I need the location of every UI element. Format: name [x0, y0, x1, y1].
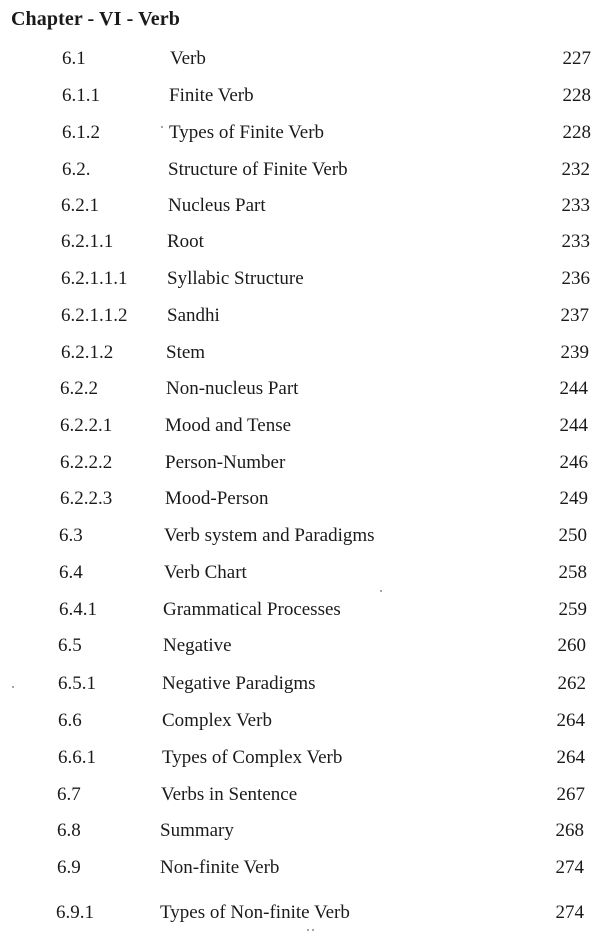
section-number: 6.2.1: [61, 195, 99, 216]
scan-speck: [161, 126, 163, 128]
page-number: 233: [561, 195, 590, 216]
scan-speck: [312, 929, 314, 931]
toc-row: [0, 411, 600, 441]
section-title: Summary: [160, 820, 234, 841]
toc-row: [0, 521, 600, 551]
toc-row: [0, 669, 600, 699]
page-number: 268: [555, 820, 584, 841]
page-number: 264: [556, 710, 585, 731]
page-number: 249: [559, 488, 588, 509]
section-title: Negative: [163, 635, 232, 656]
section-number: 6.6: [58, 710, 82, 731]
section-number: 6.2.1.1.2: [61, 305, 128, 326]
page-number: 274: [555, 857, 584, 878]
section-number: 6.7: [57, 784, 81, 805]
page-number: 244: [559, 378, 588, 399]
section-number: 6.2.1.1.1: [61, 268, 128, 289]
section-number: 6.5: [58, 635, 82, 656]
section-title: Sandhi: [167, 305, 220, 326]
toc-row: [0, 227, 600, 257]
section-number: 6.2.2.1: [60, 415, 113, 436]
section-title: Stem: [166, 342, 206, 363]
page-number: 267: [556, 784, 585, 805]
section-title: Types of Non-finite Verb: [160, 902, 350, 923]
section-title: Finite Verb: [169, 85, 254, 106]
page-number: 246: [559, 452, 588, 473]
section-title: Verb: [170, 48, 206, 69]
page-number: 264: [556, 747, 585, 768]
toc-row: [0, 338, 600, 368]
page-number: 236: [561, 268, 590, 289]
section-number: 6.4: [59, 562, 83, 583]
section-title: Negative Paradigms: [162, 673, 316, 694]
section-number: 6.1: [62, 48, 86, 69]
page-number: 232: [561, 159, 590, 180]
page-number: 250: [558, 525, 587, 546]
toc-row: [0, 448, 600, 478]
toc-row: [0, 631, 600, 661]
toc-row: [0, 81, 600, 111]
section-title: Types of Complex Verb: [162, 747, 343, 768]
section-number: 6.2.2.3: [60, 488, 113, 509]
page-number: 259: [558, 599, 587, 620]
page-number: 260: [557, 635, 586, 656]
section-title: Verb Chart: [164, 562, 247, 583]
page-number: 262: [557, 673, 586, 694]
section-title: Mood-Person: [165, 488, 269, 509]
section-number: 6.6.1: [58, 747, 96, 768]
section-number: 6.3: [59, 525, 83, 546]
chapter-title: Chapter - VI - Verb: [11, 8, 180, 30]
toc-row: [0, 780, 600, 810]
section-number: 6.9: [57, 857, 81, 878]
toc-row: [0, 595, 600, 625]
section-title: Mood and Tense: [165, 415, 292, 436]
toc-row: [0, 898, 600, 928]
section-number: 6.2.: [62, 159, 91, 180]
section-title: Structure of Finite Verb: [168, 159, 348, 180]
section-title: Person-Number: [165, 452, 286, 473]
scan-speck: [307, 929, 309, 931]
page-number: 227: [562, 48, 591, 69]
toc-row: [0, 743, 600, 773]
section-number: 6.5.1: [58, 673, 96, 694]
section-title: Complex Verb: [162, 710, 272, 731]
toc-row: [0, 191, 600, 221]
section-title: Non-nucleus Part: [166, 378, 299, 399]
section-number: 6.1.2: [62, 122, 100, 143]
section-number: 6.2.2.2: [60, 452, 113, 473]
section-number: 6.1.1: [62, 85, 100, 106]
page-number: 274: [555, 902, 584, 923]
toc-row: [0, 484, 600, 514]
scan-speck: [12, 686, 14, 688]
toc-row: [0, 155, 600, 185]
section-title: Types of Finite Verb: [169, 122, 325, 143]
page-number: 244: [559, 415, 588, 436]
section-number: 6.2.1.1: [61, 231, 114, 252]
section-number: 6.4.1: [59, 599, 97, 620]
page-number: 228: [562, 122, 591, 143]
section-number: 6.8: [57, 820, 81, 841]
scan-speck: [380, 590, 382, 592]
page-number: 228: [562, 85, 591, 106]
section-title: Non-finite Verb: [160, 857, 280, 878]
page-number: 258: [558, 562, 587, 583]
toc-row: [0, 558, 600, 588]
section-title: Syllabic Structure: [167, 268, 304, 289]
section-number: 6.2.2: [60, 378, 98, 399]
toc-row: [0, 706, 600, 736]
toc-row: [0, 816, 600, 846]
toc-row: [0, 301, 600, 331]
toc-row: [0, 44, 600, 74]
page-number: 239: [560, 342, 589, 363]
section-number: 6.9.1: [56, 902, 94, 923]
section-title: Verbs in Sentence: [161, 784, 298, 805]
section-title: Root: [167, 231, 204, 252]
page-number: 237: [560, 305, 589, 326]
section-number: 6.2.1.2: [61, 342, 114, 363]
section-title: Grammatical Processes: [163, 599, 341, 620]
toc-row: [0, 374, 600, 404]
section-title: Nucleus Part: [168, 195, 266, 216]
toc-row: [0, 118, 600, 148]
toc-row: [0, 853, 600, 883]
section-title: Verb system and Paradigms: [164, 525, 375, 546]
toc-row: [0, 264, 600, 294]
page-number: 233: [561, 231, 590, 252]
